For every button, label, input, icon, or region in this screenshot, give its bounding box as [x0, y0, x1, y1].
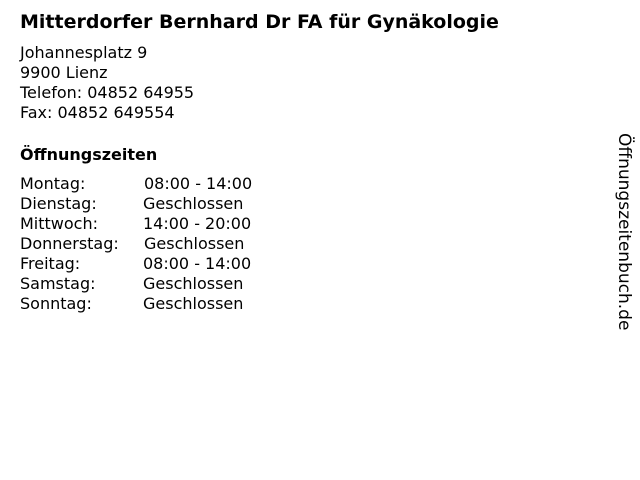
opening-hours-heading: Öffnungszeiten [20, 145, 158, 164]
phone-number: Telefon: 04852 64955 [20, 83, 195, 102]
hours-row-friday [20, 254, 280, 274]
hours-day-label: Dienstag: [20, 194, 97, 213]
hours-day-label: Montag: [20, 174, 86, 193]
hours-day-label: Mittwoch: [20, 214, 98, 233]
hours-time-value: Geschlossen [143, 294, 244, 313]
city-address: 9900 Lienz [20, 63, 108, 82]
hours-row-saturday [20, 274, 280, 294]
hours-time-value: Geschlossen [143, 194, 244, 213]
site-brand-vertical: Öffnungszeitenbuch.de [614, 133, 634, 331]
opening-hours-list [20, 174, 280, 314]
hours-time-value: 08:00 - 14:00 [143, 254, 252, 273]
hours-day-label: Sonntag: [20, 294, 92, 313]
address-block [20, 43, 194, 123]
hours-row-wednesday [20, 214, 280, 234]
hours-day-label: Freitag: [20, 254, 81, 273]
hours-row-tuesday [20, 194, 280, 214]
hours-time-value: Geschlossen [143, 274, 244, 293]
street-address: Johannesplatz 9 [20, 43, 148, 62]
hours-row-thursday [20, 234, 280, 254]
hours-day-label: Samstag: [20, 274, 96, 293]
hours-time-value: Geschlossen [144, 234, 245, 253]
hours-row-sunday [20, 294, 280, 314]
business-name: Mitterdorfer Bernhard Dr FA für Gynäkologie [20, 11, 499, 33]
hours-day-label: Donnerstag: [20, 234, 119, 253]
hours-time-value: 08:00 - 14:00 [144, 174, 253, 193]
hours-time-value: 14:00 - 20:00 [143, 214, 252, 233]
hours-row-monday [20, 174, 280, 194]
fax-number: Fax: 04852 649554 [20, 103, 175, 122]
